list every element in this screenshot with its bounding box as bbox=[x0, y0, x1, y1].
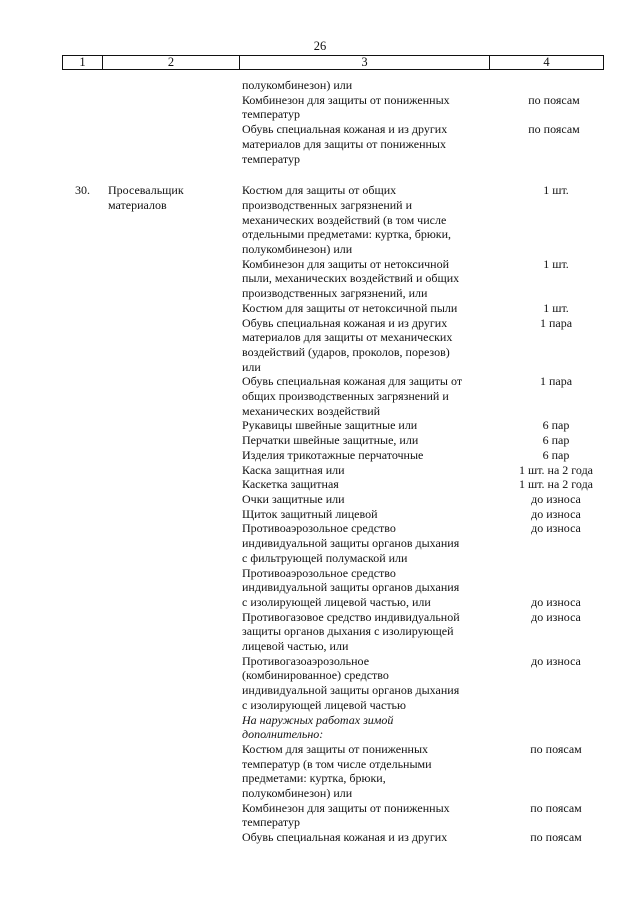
table-row bbox=[242, 477, 640, 492]
page-number: 26 bbox=[313, 39, 327, 53]
table-row bbox=[242, 301, 640, 316]
column-header-4: 4 bbox=[490, 56, 604, 70]
table-row bbox=[242, 448, 640, 463]
table-row bbox=[242, 521, 640, 565]
item-text: Каскетка защитная bbox=[242, 477, 339, 492]
issue-norm: по поясам bbox=[530, 830, 582, 845]
issue-norm: 1 шт. bbox=[543, 300, 569, 315]
item-text: Очки защитные или bbox=[242, 491, 345, 506]
issue-norm: 1 пара bbox=[539, 374, 573, 389]
table-row bbox=[242, 316, 640, 375]
item-text: Изделия трикотажные перчаточные bbox=[242, 447, 424, 462]
issue-norm: 1 шт. на 2 года bbox=[518, 477, 594, 492]
table-row bbox=[0, 122, 640, 166]
table-row bbox=[242, 566, 640, 610]
item-text: Комбинезон для защиты от пониженных температур bbox=[242, 92, 450, 122]
table-row bbox=[242, 418, 640, 433]
issue-norm: 1 шт. на 2 года bbox=[518, 462, 594, 477]
item-text: Каска защитная или bbox=[242, 462, 345, 477]
issue-norm: 1 шт. bbox=[543, 183, 569, 198]
item-text: Обувь специальная кожаная и из других материалов для защиты от механических воздействий (ударов, проколов, порезов) или bbox=[242, 315, 453, 374]
table-row bbox=[242, 742, 640, 801]
item-text: Обувь специальная кожаная и из других bbox=[242, 830, 448, 845]
item-text: полукомбинезон) или bbox=[242, 78, 353, 92]
issue-norm bbox=[487, 713, 625, 742]
table-row bbox=[242, 830, 640, 845]
item-text: Противоаэрозольное средство индивидуальной защиты органов дыхания с изолирующей лицевой частью, или bbox=[242, 565, 460, 609]
issue-norm: по поясам bbox=[530, 741, 582, 756]
column-header-2: 2 bbox=[103, 56, 240, 70]
item-text: Противогазовое средство индивидуальной защиты органов дыхания с изолирующей лицевой частью, или bbox=[242, 609, 460, 654]
item-text: Противогазоаэрозольное (комбинированное) средство индивидуальной защиты органов дыхания с изолирующей лицевой частью bbox=[242, 653, 460, 712]
table-row bbox=[242, 801, 640, 830]
table-row bbox=[242, 507, 640, 522]
column-header-row bbox=[62, 55, 604, 70]
table-row bbox=[242, 374, 640, 418]
issue-norm: по поясам bbox=[530, 800, 582, 815]
item-text: Перчатки швейные защитные, или bbox=[242, 433, 419, 448]
issue-norm: 6 пар bbox=[542, 418, 570, 433]
issue-norm: до износа bbox=[531, 594, 581, 609]
issue-norm: до износа bbox=[531, 491, 581, 506]
table-row bbox=[242, 183, 640, 257]
item-text: Обувь специальная кожаная для защиты от общих производственных загрязнений и механических воздействий bbox=[242, 374, 463, 418]
issue-norm: 6 пар bbox=[542, 433, 570, 448]
table-row bbox=[242, 257, 640, 301]
profession-name: Просевальщик материалов bbox=[108, 183, 184, 212]
issue-norm: до износа bbox=[531, 521, 581, 536]
issue-norm: 1 шт. bbox=[543, 256, 569, 271]
item-text: Обувь специальная кожаная и из других материалов для защиты от пониженных температур bbox=[242, 122, 448, 166]
table-row bbox=[242, 713, 640, 742]
entry-30 bbox=[0, 183, 640, 845]
table-row bbox=[0, 93, 640, 122]
item-text: Противоаэрозольное средство индивидуальной защиты органов дыхания с фильтрующей полумаской или bbox=[242, 521, 460, 565]
issue-norm: до износа bbox=[531, 506, 581, 521]
issue-norm bbox=[485, 78, 623, 93]
entry-number: 30. bbox=[75, 183, 90, 198]
item-text: На наружных работах зимой дополнительно: bbox=[242, 712, 394, 742]
issue-norm: до износа bbox=[531, 653, 581, 668]
table-row bbox=[242, 654, 640, 713]
table-row bbox=[242, 492, 640, 507]
item-text: Рукавицы швейные защитные или bbox=[242, 418, 418, 433]
column-header-3: 3 bbox=[240, 56, 490, 70]
table-body bbox=[0, 78, 640, 845]
column-header-1: 1 bbox=[63, 56, 103, 70]
item-text: Костюм для защиты от пониженных температур (в том числе отдельными предметами: куртка, брюки, полукомбинезон) или bbox=[242, 741, 432, 801]
issue-norm: по поясам bbox=[528, 122, 580, 137]
issue-norm: по поясам bbox=[528, 92, 580, 107]
item-text: Костюм для защиты от нетоксичной пыли bbox=[242, 300, 458, 315]
issue-norm: 6 пар bbox=[542, 447, 570, 462]
issue-norm: до износа bbox=[531, 609, 581, 624]
item-text: Щиток защитный лицевой bbox=[242, 506, 378, 521]
item-text: Комбинезон для защиты от нетоксичной пыли, механических воздействий и общих производственных загрязнений, или bbox=[242, 256, 460, 301]
issue-norm: 1 пара bbox=[539, 315, 573, 330]
item-text: Костюм для защиты от общих производственных загрязнений и механических воздействий (в том числе отдельными предметами: куртка, брюки, полукомбинезон) или bbox=[242, 183, 452, 257]
table-row bbox=[242, 463, 640, 478]
item-text: Комбинезон для защиты от пониженных температур bbox=[242, 800, 450, 830]
table-row bbox=[242, 433, 640, 448]
table-row bbox=[0, 78, 640, 93]
table-row bbox=[242, 610, 640, 654]
